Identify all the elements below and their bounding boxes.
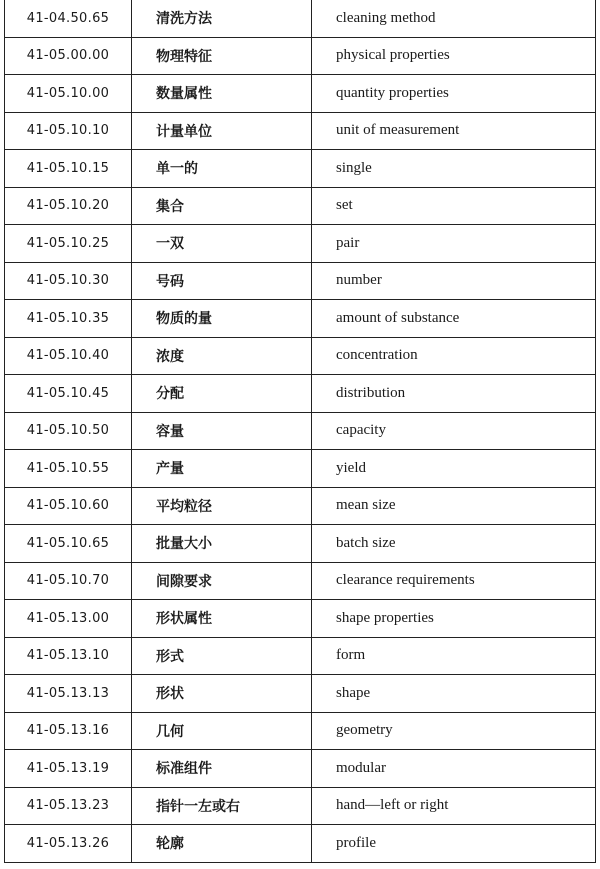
english-term: single <box>312 150 596 188</box>
chinese-term: 间隙要求 <box>132 562 312 600</box>
classification-code: 41-05.10.15 <box>5 150 132 188</box>
classification-code: 41-05.10.50 <box>5 412 132 450</box>
chinese-term: 清洗方法 <box>132 0 312 37</box>
english-term: quantity properties <box>312 75 596 113</box>
english-term: batch size <box>312 525 596 563</box>
table-row <box>5 750 596 788</box>
classification-code: 41-05.13.00 <box>5 600 132 638</box>
chinese-term: 指针一左或右 <box>132 787 312 825</box>
chinese-term: 容量 <box>132 412 312 450</box>
chinese-term: 产量 <box>132 450 312 488</box>
chinese-term: 几何 <box>132 712 312 750</box>
classification-code: 41-04.50.65 <box>5 0 132 37</box>
table-row <box>5 637 596 675</box>
chinese-term: 形状 <box>132 675 312 713</box>
english-term: yield <box>312 450 596 488</box>
english-term: geometry <box>312 712 596 750</box>
table-row <box>5 187 596 225</box>
table-row <box>5 787 596 825</box>
table-row <box>5 150 596 188</box>
chinese-term: 物质的量 <box>132 300 312 338</box>
english-term: capacity <box>312 412 596 450</box>
english-term: unit of measurement <box>312 112 596 150</box>
english-term: hand—left or right <box>312 787 596 825</box>
classification-code: 41-05.10.65 <box>5 525 132 563</box>
table-row <box>5 337 596 375</box>
chinese-term: 形状属性 <box>132 600 312 638</box>
table-row <box>5 412 596 450</box>
table-row <box>5 712 596 750</box>
table-row <box>5 300 596 338</box>
classification-code: 41-05.10.40 <box>5 337 132 375</box>
classification-code: 41-05.10.25 <box>5 225 132 263</box>
chinese-term: 标准组件 <box>132 750 312 788</box>
english-term: cleaning method <box>312 0 596 37</box>
table-row <box>5 562 596 600</box>
english-term: distribution <box>312 375 596 413</box>
english-term: form <box>312 637 596 675</box>
english-term: modular <box>312 750 596 788</box>
table-row <box>5 112 596 150</box>
chinese-term: 数量属性 <box>132 75 312 113</box>
chinese-term: 集合 <box>132 187 312 225</box>
classification-code: 41-05.13.26 <box>5 825 132 863</box>
english-term: concentration <box>312 337 596 375</box>
table-body <box>5 0 596 862</box>
english-term: shape properties <box>312 600 596 638</box>
english-term: profile <box>312 825 596 863</box>
classification-code: 41-05.10.10 <box>5 112 132 150</box>
classification-code: 41-05.13.13 <box>5 675 132 713</box>
chinese-term: 计量单位 <box>132 112 312 150</box>
table-row <box>5 0 596 37</box>
classification-code: 41-05.10.55 <box>5 450 132 488</box>
classification-code: 41-05.10.20 <box>5 187 132 225</box>
terminology-table <box>4 0 596 863</box>
chinese-term: 号码 <box>132 262 312 300</box>
table-row <box>5 825 596 863</box>
classification-code: 41-05.10.60 <box>5 487 132 525</box>
classification-code: 41-05.10.35 <box>5 300 132 338</box>
chinese-term: 单一的 <box>132 150 312 188</box>
chinese-term: 物理特征 <box>132 37 312 75</box>
classification-code: 41-05.13.19 <box>5 750 132 788</box>
table-row <box>5 75 596 113</box>
table-row <box>5 600 596 638</box>
classification-code: 41-05.10.30 <box>5 262 132 300</box>
english-term: shape <box>312 675 596 713</box>
terminology-table-container <box>4 0 595 863</box>
english-term: clearance requirements <box>312 562 596 600</box>
chinese-term: 浓度 <box>132 337 312 375</box>
chinese-term: 形式 <box>132 637 312 675</box>
chinese-term: 批量大小 <box>132 525 312 563</box>
english-term: pair <box>312 225 596 263</box>
english-term: mean size <box>312 487 596 525</box>
chinese-term: 平均粒径 <box>132 487 312 525</box>
table-row <box>5 262 596 300</box>
chinese-term: 一双 <box>132 225 312 263</box>
chinese-term: 轮廓 <box>132 825 312 863</box>
english-term: physical properties <box>312 37 596 75</box>
classification-code: 41-05.10.70 <box>5 562 132 600</box>
table-row <box>5 37 596 75</box>
table-row <box>5 675 596 713</box>
table-row <box>5 225 596 263</box>
classification-code: 41-05.00.00 <box>5 37 132 75</box>
table-row <box>5 487 596 525</box>
english-term: set <box>312 187 596 225</box>
classification-code: 41-05.13.16 <box>5 712 132 750</box>
table-row <box>5 375 596 413</box>
english-term: amount of substance <box>312 300 596 338</box>
table-row <box>5 525 596 563</box>
table-row <box>5 450 596 488</box>
classification-code: 41-05.10.00 <box>5 75 132 113</box>
classification-code: 41-05.10.45 <box>5 375 132 413</box>
classification-code: 41-05.13.10 <box>5 637 132 675</box>
classification-code: 41-05.13.23 <box>5 787 132 825</box>
english-term: number <box>312 262 596 300</box>
chinese-term: 分配 <box>132 375 312 413</box>
